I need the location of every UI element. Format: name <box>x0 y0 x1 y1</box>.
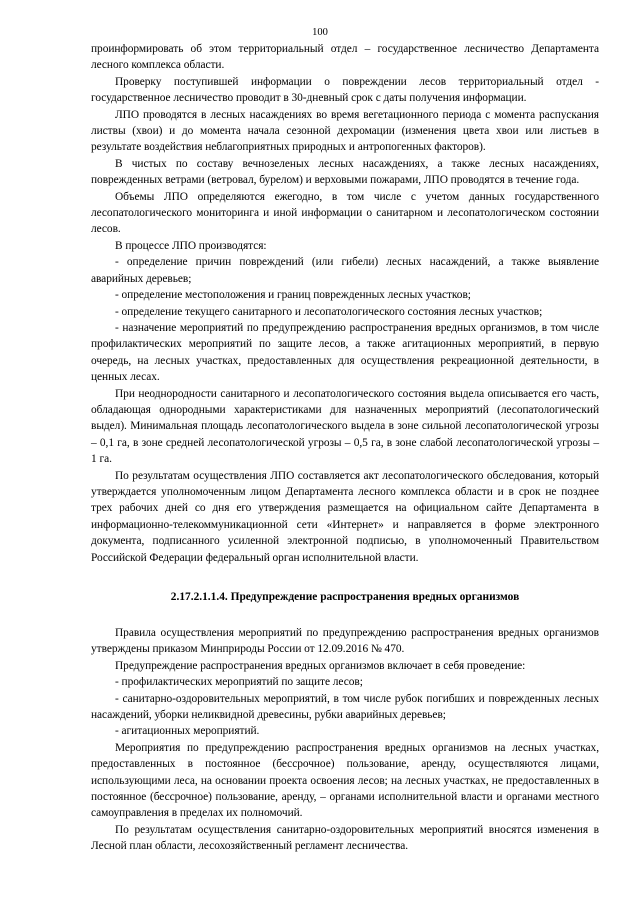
list-item-preventive: - профилактических мероприятий по защите лесов; <box>115 676 363 689</box>
paragraph-evergreen: В чистых по составу вечнозеленых лесных насаждениях, а также лесных насаждениях, поврежденных ветрами (ветровал, бурелом) и верховыми пожарами, ЛПО проводятся в течение года. <box>91 157 599 187</box>
paragraph-volumes: Объемы ЛПО определяются ежегодно, в том числе с учетом данных государственного лесопатологического мониторинга и иной информации о санитарном и лесопатологическом состоянии лесов. <box>91 190 599 236</box>
list-item-agitation: - агитационных мероприятий. <box>115 725 260 738</box>
list-item-damage-causes: - определение причин повреждений (или гибели) лесных насаждений, а также выявление аварийных деревьев; <box>91 256 599 285</box>
paragraph-executors: Мероприятия по предупреждению распространения вредных организмов на лесных участках, предоставленных в постоянное (бессрочное) пользование, аренду, осуществляются лицами, использующими леса, на основании проекта освоения лесов; на лесных участках, не предоставленных в постоянное (бессрочное) пользование, аренду, – органами исполнительной власти и органами местного самоуправления в пределах их полномочий. <box>91 741 599 820</box>
list-item-sanitary: - санитарно-оздоровительных мероприятий, в том числе рубок погибших и поврежденных лесных насаждений, уборки неликвидной древесины, рубки аварийных деревьев; <box>91 692 599 722</box>
paragraph-verification: Проверку поступившей информации о повреждении лесов территориальный отдел - государственное лесничество проводит в 30-дневный срок с даты получения информации. <box>91 75 599 105</box>
paragraph-continuation: проинформировать об этом территориальный отдел – государственное лесничество Департамента лесного комплекса области. <box>91 43 599 72</box>
paragraph-lpo-results: По результатам осуществления ЛПО составляется акт лесопатологического обследования, который утверждается уполномоченным лицом Департамента лесного комплекса области и в срок не позднее трех рабочих дней со дня его утверждения размещается на официальном сайте Департамента в информационно-телекоммуникационной сети «Интернет» и направляется в форме электронного документа, подписанного усиленной электронной подписью, в уполномоченный Правительством Российской Федерации федеральный орган исполнительной власти. <box>91 469 599 564</box>
paragraph-rules: Правила осуществления мероприятий по предупреждению распространения вредных организмов утверждены приказом Минприроды России от 12.09.2016 № 470. <box>91 627 599 656</box>
paragraph-prevention-intro: Предупреждение распространения вредных организмов включает в себя проведение: <box>115 659 526 672</box>
paragraph-lpo-period: ЛПО проводятся в лесных насаждениях во время вегетационного периода с момента распускания листвы (хвои) и до момента начала сезонной дехромации (изменения цвета хвои или листьев в результате воздействия неблагоприятных природных и антропогенных факторов). <box>91 108 599 154</box>
section-heading: 2.17.2.1.1.4. Предупреждение распространения вредных организмов <box>170 591 520 603</box>
body-text-bottom <box>91 625 599 855</box>
body-text-top <box>91 41 599 566</box>
paragraph-lpo-process-intro: В процессе ЛПО производятся: <box>115 239 267 252</box>
paragraph-plan-changes: По результатам осуществления санитарно-оздоровительных мероприятий вносятся изменения в Лесной план области, лесохозяйственный регламент лесничества. <box>91 823 599 853</box>
paragraph-heterogeneity: При неоднородности санитарного и лесопатологического состояния выдела описывается его часть, обладающая однородными характеристиками для назначенных мероприятий (лесопатологический выдел). Минимальная площадь лесопатологического выдела в зоне сильной лесопатологической угрозы – 0,1 га, в зоне средней лесопатологической угрозы – 0,5 га, в зоне слабой лесопатологической угрозы – 1 га. <box>91 387 599 466</box>
list-item-current-state: - определение текущего санитарного и лесопатологического состояния лесных участков; <box>115 305 543 318</box>
list-item-location: - определение местоположения и границ поврежденных лесных участков; <box>115 289 471 302</box>
page-number: 100 <box>312 27 328 38</box>
list-item-measures: - назначение мероприятий по предупреждению распространения вредных организмов, в том числе профилактических мероприятий по защите лесов, а также агитационных мероприятий, в первую очередь, на лесных участках, предоставленных для осуществления рекреационной деятельности, в ценных лесах. <box>91 321 599 384</box>
